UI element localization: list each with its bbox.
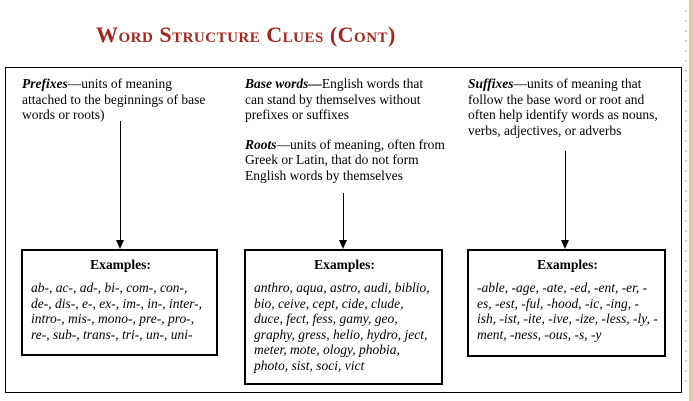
roots-arrow-line bbox=[343, 193, 344, 241]
roots-examples-list: anthro, aqua, astro, audi, biblio, bio, ceive, cept, cide, clude, duce, fect, fess, gamy, geo, graphy, gress, helio, hydro, ject, meter, mote, ology, phobia, photo, sist, soci, vict bbox=[254, 280, 430, 373]
prefixes-description bbox=[22, 76, 217, 123]
base-words-description bbox=[245, 76, 445, 183]
roots-examples-box bbox=[244, 249, 443, 385]
suffixes-arrow-line bbox=[565, 151, 566, 241]
prefixes-term: Prefixes bbox=[22, 76, 68, 91]
roots-examples-heading: Examples: bbox=[314, 257, 375, 272]
roots-definition: —units of meaning, often from Greek or Latin, that do not form English words by themselves bbox=[245, 136, 445, 183]
base-words-definition: English words that can stand by themselves without prefixes or suffixes bbox=[245, 76, 424, 122]
prefixes-examples-box bbox=[21, 249, 218, 356]
roots-arrow-head bbox=[339, 240, 347, 249]
suffixes-examples-box bbox=[467, 249, 666, 357]
suffixes-examples-list: -able, -age, -ate, -ed, -ent, -er, -es, -est, -ful, -hood, -ic, -ing, -ish, -ist, -ite, -ive, -ize, -less, -ly, -ment, -ness, -ous, -s, -y bbox=[477, 280, 658, 342]
base-words-term: Base words— bbox=[245, 76, 322, 91]
suffixes-arrow-head bbox=[561, 240, 569, 249]
suffixes-definition: —units of meaning that follow the base word or root and often help identify words as nouns, verbs, adjectives, or adverbs bbox=[468, 76, 658, 138]
prefixes-examples-list: ab-, ac-, ad-, bi-, com-, con-, de-, dis-, e-, ex-, im-, in-, inter-, intro-, mis-, mono-, pre-, pro-, re-, sub-, trans-, tri-, un-, uni- bbox=[31, 280, 203, 342]
suffixes-examples-heading: Examples: bbox=[537, 257, 598, 272]
roots-term: Roots bbox=[245, 136, 277, 152]
suffixes-description bbox=[468, 76, 668, 138]
suffixes-term: Suffixes bbox=[468, 76, 514, 91]
prefixes-arrow-head bbox=[116, 240, 124, 249]
prefixes-examples-heading: Examples: bbox=[90, 257, 151, 272]
prefixes-arrow-line bbox=[120, 121, 121, 241]
prefixes-definition: —units of meaning attached to the beginnings of base words or roots) bbox=[22, 76, 206, 122]
page-title: Word Structure Clues (Cont) bbox=[96, 22, 396, 47]
slide-dotted-decoration bbox=[685, 10, 687, 390]
slide-right-border bbox=[689, 0, 693, 401]
